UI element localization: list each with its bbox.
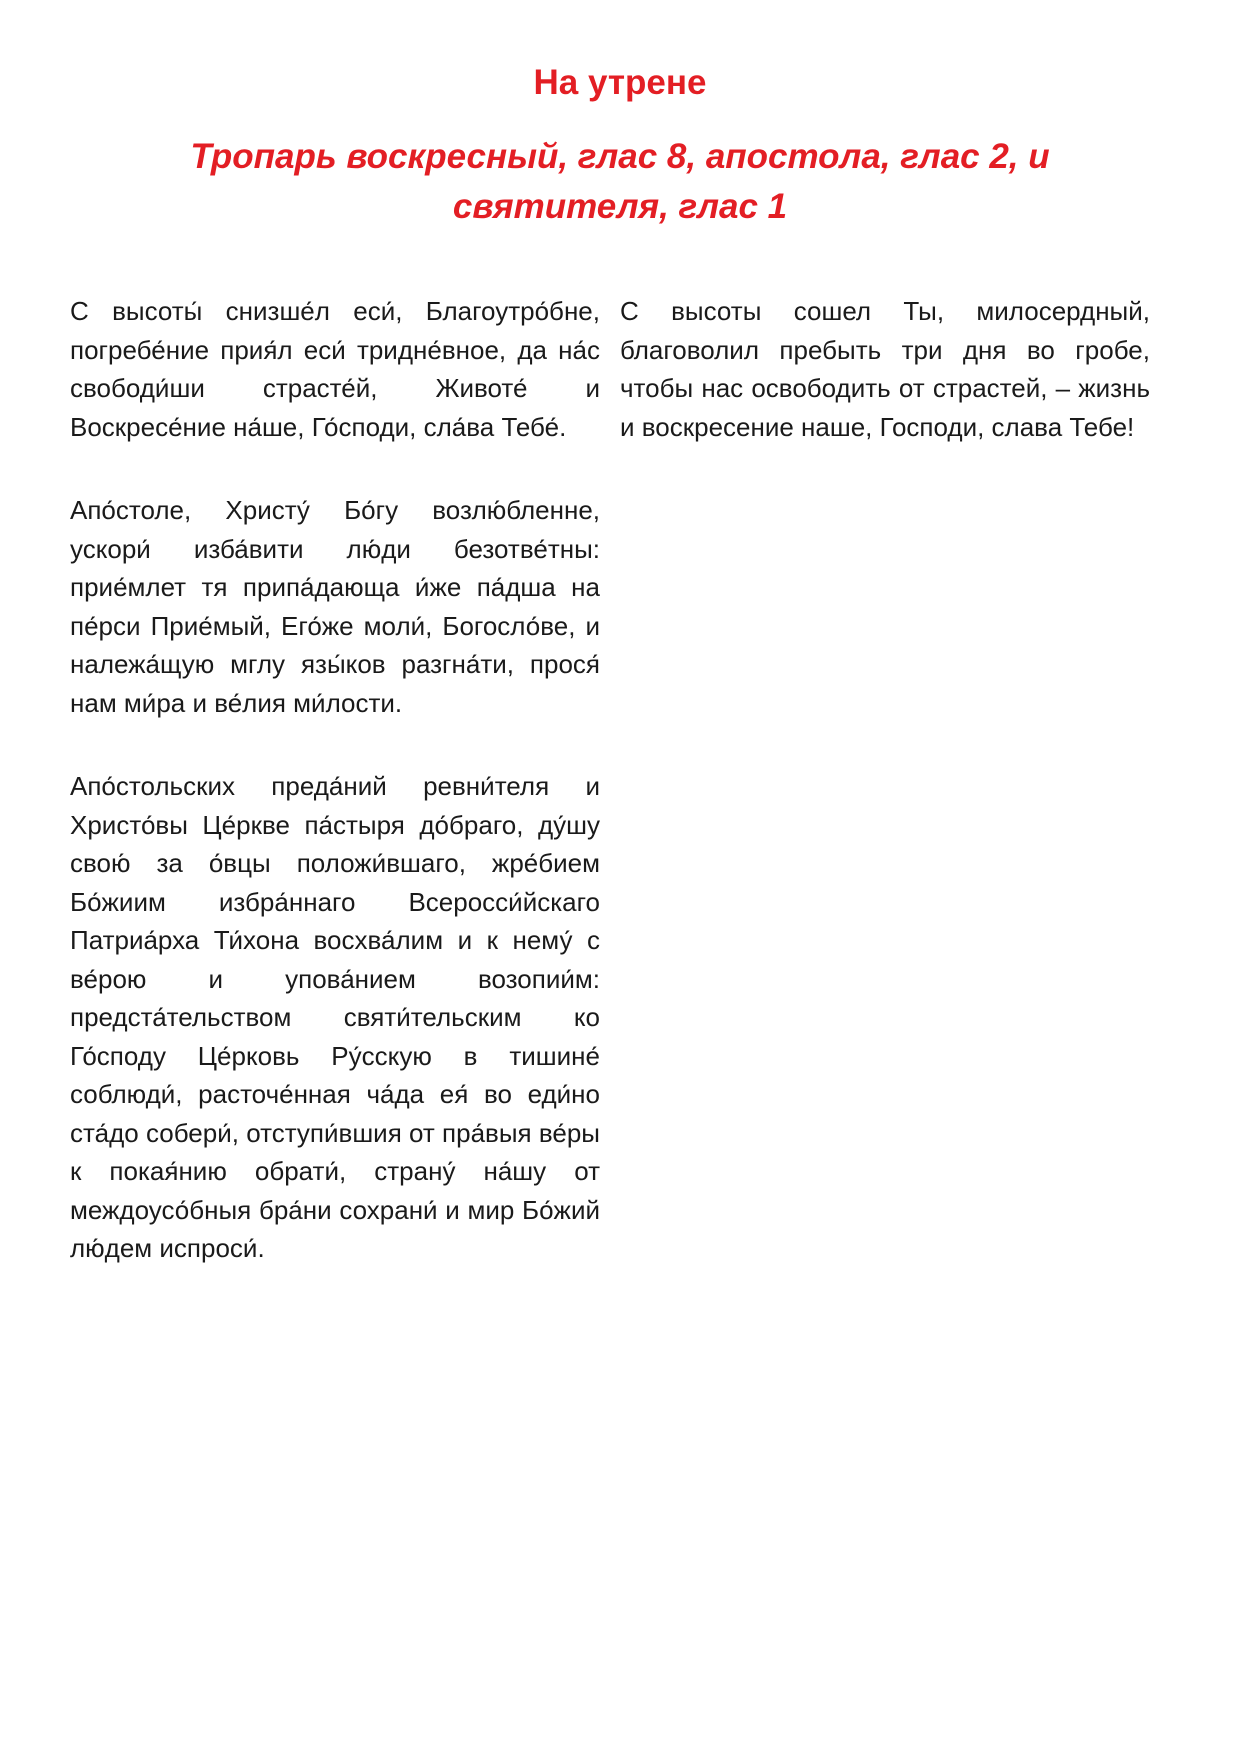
russian-translation-column [620, 292, 1150, 491]
church-slavonic-column [70, 292, 600, 1313]
page-title: На утрене [533, 63, 707, 102]
resurrection-troparion-slavonic: С высоты́ снизше́л еси́, Благоутро́бне, погребе́ние прия́л еси́ тридне́вное, да на́с свободи́ши страсте́й, Животе́ и Воскресе́ние на́ше, Го́споди, сла́ва Тебе́. [70, 296, 600, 442]
resurrection-troparion-russian: С высоты сошел Ты, милосердный, благоволил пребыть три дня во гробе, чтобы нас освободить от страстей, – жизнь и воскресение наше, Господи, слава Тебе! [620, 296, 1150, 442]
apostle-troparion-slavonic: Апо́столе, Христу́ Бо́гу возлю́бленне, ускори́ изба́вити лю́ди безотве́тны: прие́млет тя припа́дающа и́же па́дша на пе́рси Прие́мый, Его́же моли́, Богосло́ве, и належа́щую мглу язы́ков разгна́ти, прося́ нам ми́ра и ве́лия ми́лости. [70, 495, 600, 718]
hierarch-troparion-slavonic: Апо́стольских преда́ний ревни́теля и Христо́вы Це́ркве па́стыря до́браго, ду́шу свою́ за о́вцы положи́вшаго, жре́бием Бо́жиим избра́ннаго Всеросси́йскаго Патриа́рха Ти́хона восхва́лим и к нему́ с ве́рою и упова́нием возопии́м: предста́тельством святи́тельским ко Го́споду Це́рковь Ру́сскую в тишине́ соблюди́, расточе́нная ча́да ея́ во еди́но ста́до собери́, отступи́вшия от пра́выя ве́ры к покая́нию обрати́, страну́ на́шу от междоусо́бныя бра́ни сохрани́ и мир Бо́жий лю́дем испроси́. [70, 771, 600, 1263]
troparion-heading: Тропарь воскресный, глас 8, апостола, глас 2, и святителя, глас 1 [190, 137, 1050, 226]
